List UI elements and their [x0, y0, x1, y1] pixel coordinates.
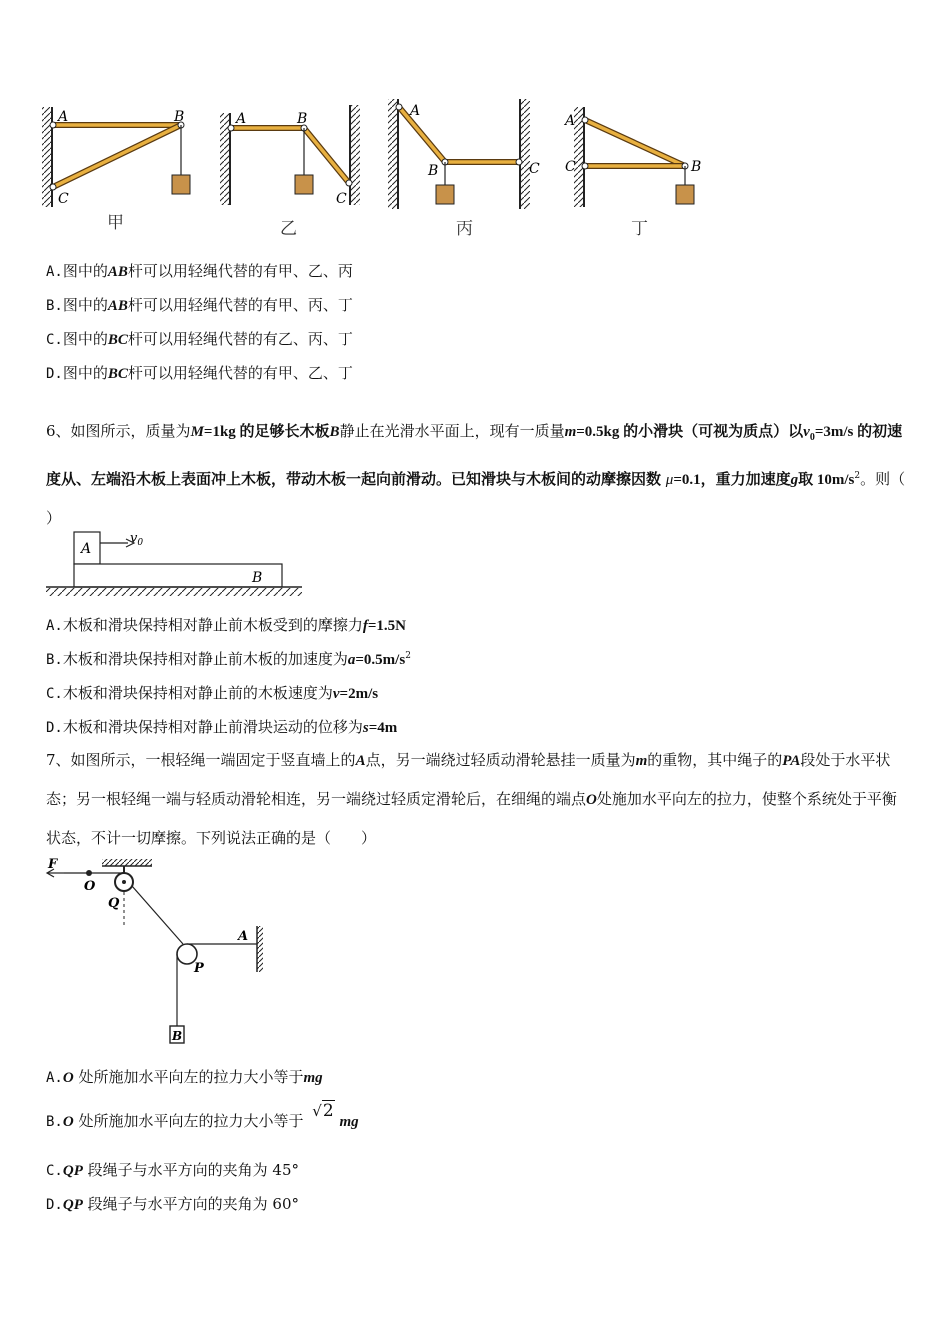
label-q: Q — [108, 896, 120, 911]
label-a: A — [238, 929, 249, 944]
diagram-ding — [563, 107, 701, 207]
label-f: F — [48, 857, 58, 872]
q6-option-a[interactable]: A.木板和滑块保持相对静止前木板受到的摩擦力f=1.5N — [46, 616, 407, 634]
caption-jia: 甲 — [107, 213, 124, 233]
figure-6-board-block — [46, 528, 308, 600]
q7-option-b[interactable]: B.O 处所施加水平向左的拉力大小等于 √2 mg — [46, 1101, 359, 1130]
label-c-bing: C — [529, 161, 540, 177]
figure-5-diagrams — [38, 95, 728, 245]
label-a-bing: A — [410, 103, 421, 119]
caption-ding: 丁 — [631, 219, 648, 239]
board-b — [74, 564, 282, 587]
label-b-jia: B — [174, 109, 185, 125]
q6-option-b[interactable]: B.木板和滑块保持相对静止前木板的加速度为$a=0.5m/s^2$ — [46, 650, 411, 668]
caption-yi: 乙 — [280, 219, 297, 239]
label-b-ding: B — [691, 159, 702, 175]
q5-option-c[interactable]: C.图中的BC杆可以用轻绳代替的有乙、丙、丁 — [46, 330, 353, 348]
label-c-yi: C — [336, 191, 347, 207]
label-b: B — [172, 1029, 183, 1043]
diagram-jia — [42, 107, 190, 207]
label-b-yi: B — [297, 111, 308, 127]
sqrt-two: √2 — [312, 1101, 334, 1121]
q5-option-a[interactable]: A.图中的AB杆可以用轻绳代替的有甲、乙、丙 — [46, 262, 353, 280]
q7-stem: 7、如图所示，一根轻绳一端固定于竖直墙上的A点，另一端绕过轻质动滑轮悬挂一质量为m的重物，其中绳子的PA段处于水平状态；另一根轻绳一端与轻质动滑轮相连，另一端绕过轻质定滑轮后，在细绳的端点O处施加水平向左的拉力，使整个系统处于平衡状态，不计一切摩擦。下列说法正确的是（ ） — [46, 751, 897, 847]
label-c-jia: C — [58, 191, 69, 207]
q6-option-c[interactable]: C.木板和滑块保持相对静止前的木板速度为v=2m/s — [46, 684, 379, 702]
q6-stem: 6、如图所示，质量为M=1kg 的足够长木板B静止在光滑水平面上，现有一质量m=0.5kg 的小滑块（可视为质点）以$v_0=3m/s$ 的初速度从、左端沿木板上表面冲上木板，带动木板一起向前滑动。已知滑块与木板间的动摩擦因数 μ=0.1，重力加速度g取 $10m/s^2$。则（ ） — [46, 422, 906, 527]
label-a-yi: A — [236, 111, 247, 127]
q5-option-d[interactable]: D.图中的BC杆可以用轻绳代替的有甲、乙、丁 — [46, 364, 353, 382]
label-a-jia: A — [58, 109, 69, 125]
label-block-a: A — [81, 541, 92, 557]
figure-7-pulleys — [44, 852, 276, 1048]
diagram-yi — [220, 105, 360, 207]
label-c-ding: C — [565, 159, 576, 175]
q5-option-b[interactable]: B.图中的AB杆可以用轻绳代替的有甲、丙、丁 — [46, 296, 353, 314]
label-a-ding: A — [565, 113, 576, 129]
diagram-bing — [388, 99, 540, 209]
q7-option-c[interactable]: C.QP 段绳子与水平方向的夹角为 45° — [46, 1161, 299, 1179]
q7-option-a[interactable]: A.O 处所施加水平向左的拉力大小等于mg — [46, 1068, 323, 1086]
q7-option-d[interactable]: D.QP 段绳子与水平方向的夹角为 60° — [46, 1195, 299, 1213]
label-v0: $v_0$ — [130, 531, 144, 548]
label-o: O — [84, 879, 96, 894]
label-board-b: B — [252, 570, 263, 586]
caption-bing: 丙 — [456, 219, 473, 239]
label-p: P — [194, 961, 204, 976]
q6-option-d[interactable]: D.木板和滑块保持相对静止前滑块运动的位移为s=4m — [46, 718, 398, 736]
label-b-bing: B — [428, 163, 439, 179]
